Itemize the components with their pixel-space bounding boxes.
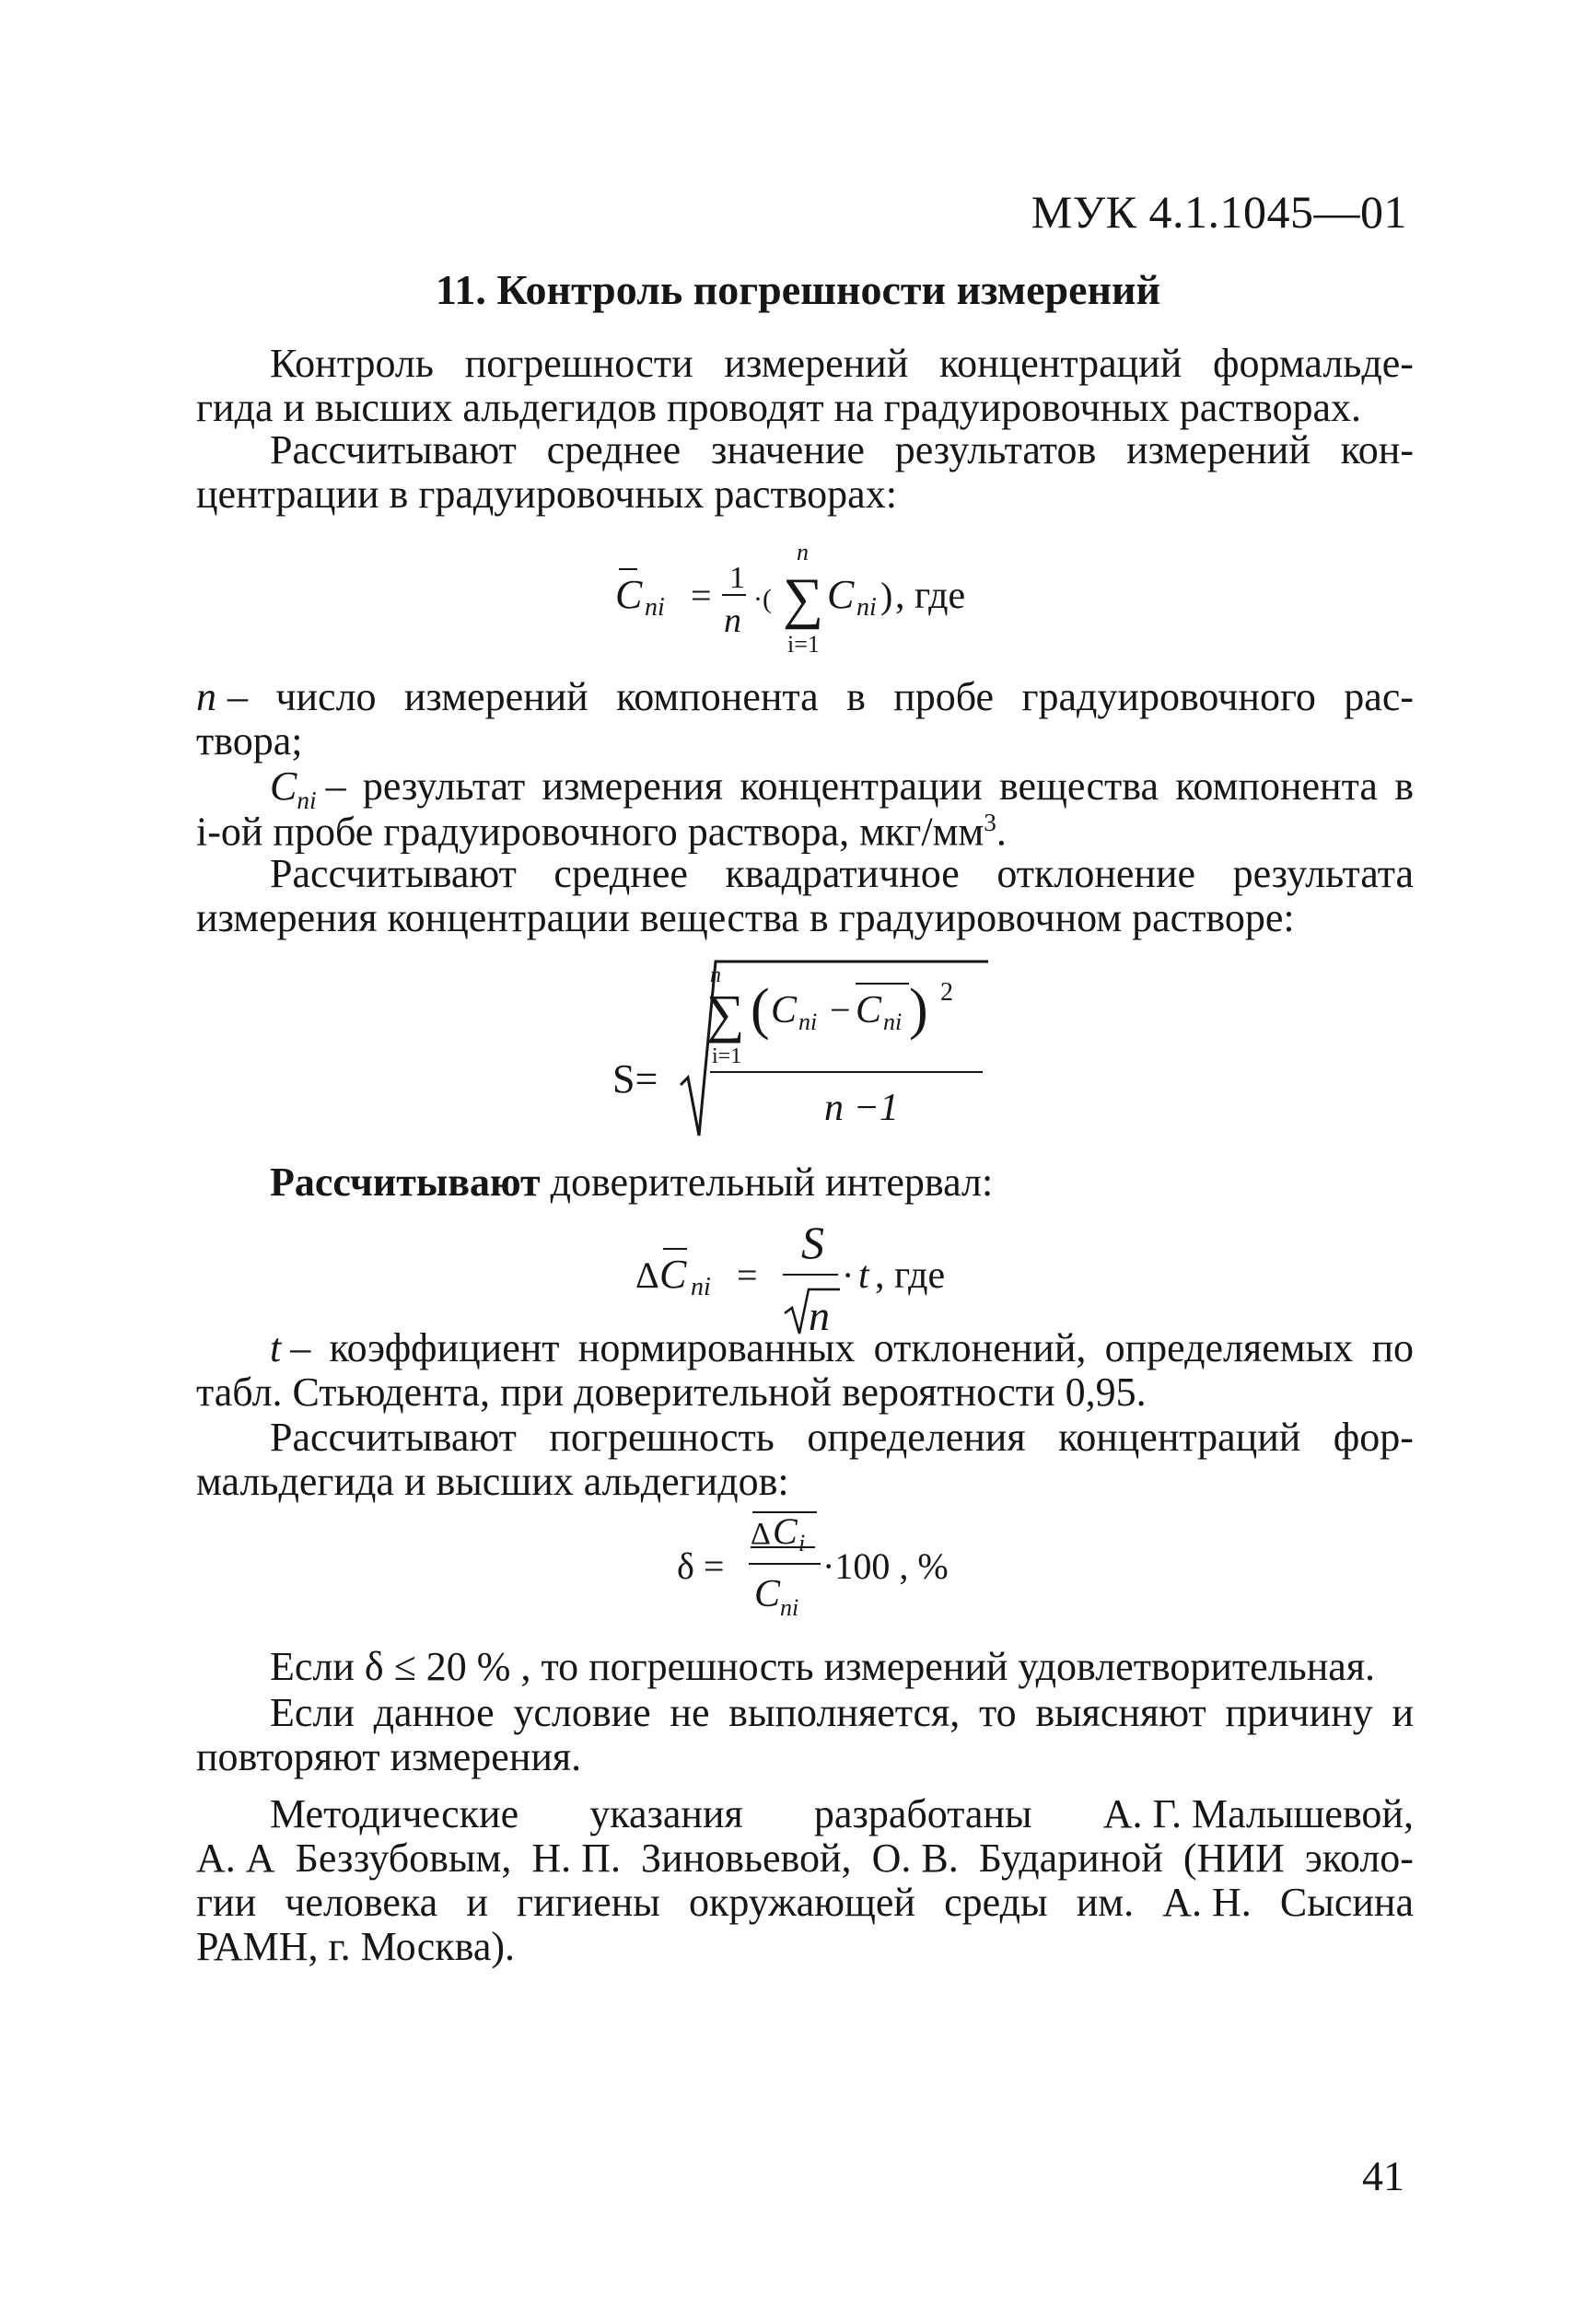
power-exponent: 2 bbox=[940, 978, 953, 1007]
word: условие bbox=[513, 1690, 651, 1735]
numerator-subscript: i bbox=[798, 1530, 806, 1556]
definition-n-line-1 bbox=[196, 674, 1414, 719]
word: не bbox=[670, 1690, 710, 1735]
word: Методические bbox=[270, 1791, 519, 1836]
word: среднее bbox=[553, 851, 688, 896]
word: разработаны bbox=[813, 1791, 1032, 1836]
sum-upper-limit: n bbox=[797, 539, 809, 565]
delta-equals: δ = bbox=[677, 1545, 725, 1587]
word: квадратичное bbox=[725, 851, 960, 896]
word: результатов bbox=[894, 427, 1097, 472]
numerator-delta: Δ bbox=[751, 1517, 771, 1551]
word: выясняют bbox=[1035, 1690, 1206, 1735]
paragraph-8-line-1 bbox=[270, 1791, 1414, 1836]
paragraph-7-line-2: повторяют измерения. bbox=[196, 1734, 582, 1779]
word: А. Г. Малышевой, bbox=[1102, 1791, 1414, 1836]
word: определения bbox=[807, 1415, 1026, 1460]
word: указания bbox=[589, 1791, 743, 1836]
paragraph-5-line-1 bbox=[270, 1417, 1414, 1458]
definition-n-line-2: твора; bbox=[196, 718, 303, 764]
sum-lower-limit: i=1 bbox=[712, 1044, 742, 1068]
word: кон- bbox=[1340, 427, 1414, 472]
word: окружающей bbox=[688, 1880, 915, 1925]
mean-c: C bbox=[856, 989, 882, 1032]
summation-sign: ∑ bbox=[783, 567, 824, 630]
denominator: n −1 bbox=[824, 1087, 899, 1129]
paragraph-6: Если δ ≤ 20 % , то погрешность измерений удовлетворительная. bbox=[270, 1644, 1376, 1689]
paragraph-1-line-2: гида и высших альдегидов проводят на градуировочных растворах. bbox=[196, 385, 1362, 430]
word: А. Н. bbox=[1162, 1880, 1252, 1925]
term-c: C bbox=[827, 572, 855, 617]
summation-sign: ∑ bbox=[706, 984, 745, 1043]
paragraph-2-line-1 bbox=[270, 427, 1414, 472]
svg-text:): ) bbox=[909, 978, 928, 1041]
definition-c-line-1 bbox=[270, 766, 1414, 813]
svg-text:·: · bbox=[842, 1254, 855, 1296]
c-symbol: C bbox=[659, 1252, 687, 1297]
mean-c-subscript: ni bbox=[883, 1008, 903, 1035]
definition-t-line-1 bbox=[270, 1325, 1414, 1370]
fraction-denominator: n bbox=[724, 601, 741, 640]
word: эколо- bbox=[1304, 1836, 1414, 1881]
term-c-subscript: ni bbox=[856, 593, 877, 622]
section-title: 11. Контроль погрешности измерений bbox=[435, 266, 1161, 313]
numerator-c: C bbox=[773, 1510, 798, 1552]
numerator-s: S bbox=[801, 1217, 824, 1268]
word: концентраций bbox=[1058, 1415, 1301, 1460]
word: человека bbox=[285, 1880, 438, 1925]
definition-t-line-2: табл. Стьюдента, при доверительной вероятности 0,95. bbox=[196, 1370, 1147, 1415]
s-equals: S= bbox=[612, 1056, 658, 1102]
definition-n-text: – число измерений компонента в пробе градуировочного рас- bbox=[227, 674, 1414, 719]
term-c: C bbox=[771, 989, 798, 1032]
svg-text:): ) bbox=[880, 575, 893, 616]
word: А. А bbox=[196, 1836, 275, 1881]
document-code-header: МУК 4.1.1045—01 bbox=[1031, 186, 1407, 238]
word: отклонение bbox=[996, 851, 1196, 896]
word: Рассчитывают bbox=[270, 427, 517, 472]
word: гигиены bbox=[517, 1880, 660, 1925]
word: погрешности bbox=[464, 341, 693, 386]
symbol-n: n bbox=[196, 674, 216, 719]
word: результата bbox=[1232, 851, 1414, 896]
word: (НИИ bbox=[1182, 1836, 1285, 1881]
svg-text:·(: ·( bbox=[753, 584, 772, 614]
word: то bbox=[978, 1690, 1017, 1735]
word: значение bbox=[710, 427, 865, 472]
formula-relative-error bbox=[677, 1503, 981, 1637]
word: Сысина bbox=[1279, 1880, 1414, 1925]
word: Беззубовым, bbox=[295, 1836, 512, 1881]
paragraph-4: Рассчитывают доверительный интервал: bbox=[270, 1160, 994, 1205]
formula-suffix: , где bbox=[875, 1254, 946, 1297]
word: измерений bbox=[1126, 427, 1311, 472]
paragraph-3-line-2: измерения концентрации вещества в градуировочном растворе: bbox=[196, 895, 1295, 940]
denominator-n: n bbox=[809, 1292, 830, 1339]
word: Н. П. bbox=[531, 1836, 621, 1881]
word: Рассчитывают bbox=[270, 851, 517, 896]
svg-text:(: ( bbox=[751, 978, 770, 1041]
word: и bbox=[1392, 1690, 1414, 1735]
word: измерений bbox=[724, 341, 909, 386]
word: среднее bbox=[546, 427, 682, 472]
word: погрешность bbox=[549, 1415, 775, 1460]
paragraph-8-line-2 bbox=[196, 1838, 1414, 1879]
word: им. bbox=[1076, 1880, 1135, 1925]
word: гии bbox=[196, 1880, 257, 1925]
mean-c-subscript: ni bbox=[645, 593, 665, 622]
word: причину bbox=[1225, 1690, 1373, 1735]
equals-sign: = bbox=[737, 1254, 758, 1296]
multiplier: ·100 , % bbox=[822, 1545, 949, 1587]
paragraph-8-line-3 bbox=[196, 1880, 1414, 1925]
minus-sign: − bbox=[830, 989, 851, 1031]
formula-mean-concentration bbox=[553, 534, 1031, 668]
t-symbol: t bbox=[858, 1254, 869, 1297]
definition-c-text: – результат измерения концентрации вещества компонента в bbox=[325, 764, 1414, 809]
word: концентраций bbox=[939, 341, 1182, 386]
paragraph-1-line-1 bbox=[270, 341, 1414, 386]
word: Контроль bbox=[270, 341, 434, 386]
paragraph-2-line-2: центрации в градуировочных растворах: bbox=[196, 472, 897, 517]
paragraph-5-line-2: мальдегида и высших альдегидов: bbox=[196, 1459, 789, 1504]
c-subscript: ni bbox=[691, 1273, 711, 1301]
paragraph-8-line-4: РАМН, г. Москва). bbox=[196, 1924, 516, 1969]
word: фор- bbox=[1333, 1415, 1414, 1460]
definition-c-line-2: i-ой пробе градуировочного раствора, мкг/$мм^3$. bbox=[196, 809, 1007, 855]
mean-c-symbol: C bbox=[615, 572, 643, 617]
page-number: 41 bbox=[1362, 2152, 1404, 2199]
word: Зиновьевой, bbox=[641, 1836, 852, 1881]
term-c-subscript: ni bbox=[798, 1008, 818, 1035]
fraction-numerator: 1 bbox=[729, 561, 745, 595]
sum-upper-limit: n bbox=[710, 963, 721, 987]
denominator-subscript: ni bbox=[780, 1594, 799, 1621]
word: Рассчитывают bbox=[270, 1415, 517, 1460]
formula-standard-deviation bbox=[612, 956, 999, 1145]
symbol-c: $C_{ni}$ bbox=[270, 764, 317, 814]
word: формальде- bbox=[1213, 341, 1414, 386]
formula-suffix: , где bbox=[895, 575, 966, 617]
equals-sign: = bbox=[691, 575, 712, 616]
paragraph-3-line-1 bbox=[270, 851, 1414, 896]
word: выполняется, bbox=[728, 1690, 961, 1735]
word: О. В. bbox=[871, 1836, 959, 1881]
symbol-t: t bbox=[270, 1325, 282, 1370]
denominator-c: C bbox=[754, 1573, 781, 1615]
sum-lower-limit: i=1 bbox=[787, 631, 820, 658]
word: и bbox=[466, 1880, 488, 1925]
word: данное bbox=[373, 1690, 495, 1735]
delta-symbol: Δ bbox=[635, 1254, 659, 1296]
definition-t-text: – коэффициент нормированных отклонений, определяемых по bbox=[290, 1325, 1414, 1370]
word: среды bbox=[944, 1880, 1048, 1925]
word: Будариной bbox=[978, 1836, 1163, 1881]
paragraph-7-line-1 bbox=[270, 1690, 1414, 1735]
word: Если bbox=[270, 1690, 355, 1735]
